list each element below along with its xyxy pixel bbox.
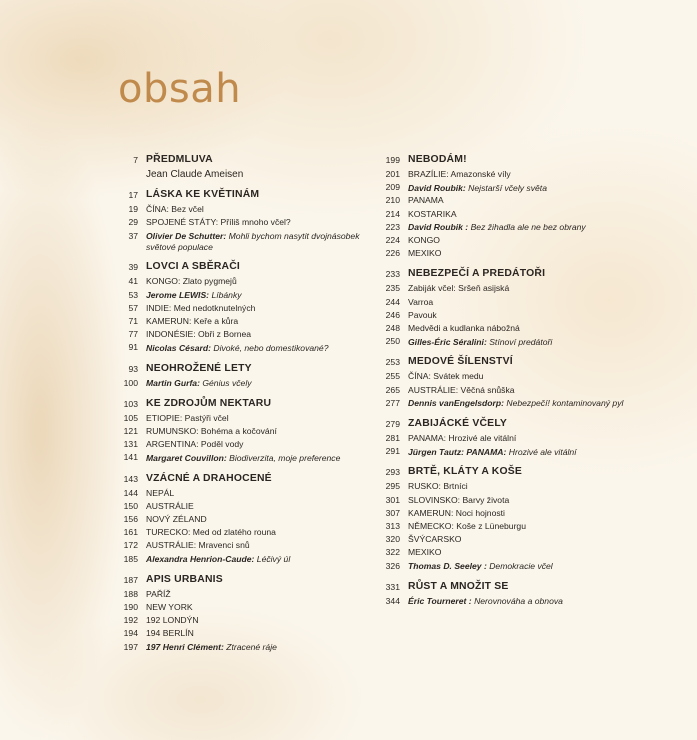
entry-title: NEW YORK (146, 601, 193, 612)
toc-essay[interactable] (370, 445, 670, 458)
chapter-title: ZABIJÁCKÉ VČELY (408, 418, 508, 430)
chapter-title: MEDOVÉ ŠÍLENSTVÍ (408, 356, 513, 368)
page-number: 291 (385, 446, 400, 457)
page-number: 7 (133, 155, 138, 165)
toc-chapter[interactable] (108, 396, 370, 412)
entry-title: ŠVÝCARSKO (408, 534, 462, 545)
entry-title: Zabiják včel: Sršeň asijská (408, 283, 510, 294)
chapter-title: PŘEDMLUVA (146, 154, 213, 165)
page-number: 172 (123, 540, 138, 551)
page-number: 248 (385, 323, 400, 334)
toc-chapter[interactable] (370, 354, 670, 370)
page-number: 71 (128, 315, 138, 326)
page-number: 197 (123, 641, 138, 652)
page-number: 17 (128, 190, 138, 201)
page-number: 41 (128, 276, 138, 287)
author-name: Alexandra Henrion-Caude: (146, 553, 255, 564)
toc-entry[interactable] (370, 282, 670, 295)
essay-title: Líbánky (211, 289, 242, 300)
toc-entry[interactable] (370, 494, 670, 507)
toc-essay[interactable] (370, 595, 670, 608)
essay-title: Biodiverzita, moje preference (229, 452, 341, 463)
toc-section (370, 266, 670, 348)
entry-title (408, 181, 547, 194)
toc-essay[interactable] (108, 377, 370, 390)
page-number: 192 (123, 615, 138, 626)
toc-section (108, 471, 370, 566)
page-number: 57 (128, 302, 138, 313)
page-number: 143 (123, 473, 138, 484)
entry-title: Medvědi a kudlanka nábožná (408, 323, 520, 334)
page-number: 279 (385, 419, 400, 430)
page-number: 224 (385, 235, 400, 246)
page-number: 244 (385, 296, 400, 307)
entry-title (408, 397, 623, 410)
entry-title: RUMUNSKO: Bohéma a kočování (146, 425, 277, 436)
toc-entry[interactable] (370, 309, 670, 322)
toc-section (370, 416, 670, 458)
page-number: 250 (385, 336, 400, 347)
entry-title: AUSTRÁLIE: Mravenci snů (146, 540, 250, 551)
essay-title: Divoké, nebo domestikované? (213, 342, 329, 353)
author-name: Jerome LEWIS: (146, 289, 210, 300)
toc-entry[interactable] (370, 322, 670, 335)
page-number: 161 (123, 527, 138, 538)
toc-chapter[interactable] (108, 572, 370, 588)
toc-chapter[interactable] (108, 259, 370, 275)
page-number: 301 (385, 494, 400, 505)
entry-title: INDONÉSIE: Obři z Bornea (146, 329, 252, 340)
page-number: 37 (128, 230, 138, 241)
entry-title: AUSTRÁLIE (146, 500, 194, 511)
page-number: 53 (128, 289, 138, 300)
chapter-title: BRTĚ, KLÁTY A KOŠE (408, 466, 523, 478)
page-number: 223 (385, 221, 400, 232)
toc-essay[interactable] (108, 451, 370, 464)
page-title: obsah (118, 66, 242, 112)
author-name: 197 Henri Clément: (146, 641, 224, 652)
essay-title: Nejstarší včely světa (468, 182, 547, 193)
toc-entry[interactable] (108, 302, 370, 315)
toc-entry[interactable] (370, 168, 670, 181)
page-number: 277 (385, 397, 400, 408)
toc-chapter[interactable] (370, 266, 670, 282)
page-number: 214 (385, 208, 400, 219)
toc-entry[interactable] (108, 216, 370, 229)
toc-entry[interactable] (108, 588, 370, 601)
page-number: 185 (123, 553, 138, 564)
page-number: 331 (385, 581, 400, 592)
toc-column-right (370, 152, 670, 614)
toc-entry[interactable] (108, 438, 370, 451)
entry-title: NOVÝ ZÉLAND (146, 513, 207, 524)
entry-title: 194 BERLÍN (146, 628, 194, 639)
toc-entry[interactable] (370, 507, 670, 520)
toc-section (108, 187, 370, 253)
toc-entry[interactable] (108, 513, 370, 526)
chapter-title: RŮST A MNOŽIT SE (408, 580, 509, 592)
page-number: 105 (123, 412, 138, 423)
entry-title (146, 230, 370, 254)
page-number: 100 (123, 377, 138, 388)
page-number: 201 (385, 169, 400, 179)
toc-section (370, 354, 670, 410)
page-number: 255 (385, 371, 400, 382)
toc-entry[interactable] (370, 208, 670, 221)
entry-title: BRAZÍLIE: Amazonské víly (408, 169, 511, 179)
page-number: 235 (385, 283, 400, 294)
toc-essay[interactable] (108, 553, 370, 566)
author-name: Dennis vanEngelsdorp: (408, 398, 504, 409)
toc-chapter[interactable] (108, 361, 370, 377)
chapter-title: APIS URBANIS (146, 573, 223, 585)
entry-title: NĚMECKO: Koše z Lüneburgu (408, 521, 526, 532)
toc-entry[interactable] (370, 432, 670, 445)
entry-title (146, 641, 277, 654)
entry-title: INDIE: Med nedotknutelných (146, 302, 256, 313)
entry-title: KAMERUN: Noci hojnosti (408, 507, 505, 518)
page-number: 77 (128, 329, 138, 340)
entry-title (408, 221, 586, 234)
entry-title: ARGENTINA: Poděl vody (146, 439, 244, 450)
author-name: Olivier De Schutter: (146, 231, 227, 241)
essay-title: Ztracené ráje (226, 641, 277, 652)
toc-entry[interactable] (108, 168, 370, 181)
page-number: 103 (123, 398, 138, 409)
essay-title: Nerovnováha a obnova (474, 596, 563, 607)
page-number: 322 (385, 547, 400, 558)
page-number: 93 (128, 363, 138, 374)
toc-essay[interactable] (370, 221, 670, 234)
entry-title (408, 560, 553, 573)
entry-title: 192 LONDÝN (146, 615, 199, 626)
toc-column-left (108, 152, 370, 660)
entry-title (408, 445, 577, 458)
toc-chapter[interactable] (108, 152, 370, 168)
author-name: Gilles-Éric Séralini: (408, 336, 487, 347)
author-name: David Roubik: (408, 182, 466, 193)
essay-title: Bez žihadla ale ne bez obrany (470, 222, 586, 233)
entry-title: KONGO: Zlato pygmejů (146, 276, 237, 287)
page-number: 121 (123, 425, 138, 436)
toc-section (370, 152, 670, 260)
toc-entry[interactable] (108, 627, 370, 640)
entry-title: KONGO (408, 235, 440, 246)
toc-chapter[interactable] (108, 187, 370, 203)
page-number: 187 (123, 574, 138, 585)
author-name: Thomas D. Seeley : (408, 561, 487, 572)
toc-entry[interactable] (108, 539, 370, 552)
toc-chapter[interactable] (370, 579, 670, 595)
entry-title: ETIOPIE: Pastýři včel (146, 412, 229, 423)
page-number: 194 (123, 628, 138, 639)
toc-entry[interactable] (108, 526, 370, 539)
page-number: 265 (385, 384, 400, 395)
entry-title: SPOJENÉ STÁTY: Příliš mnoho včel? (146, 217, 291, 228)
entry-title: KAMERUN: Keře a kůra (146, 315, 239, 326)
entry-title (408, 595, 563, 608)
page-number: 293 (385, 467, 400, 478)
toc-entry[interactable] (370, 546, 670, 559)
chapter-title: LOVCI A SBĚRAČI (146, 261, 241, 273)
toc-entry[interactable] (108, 614, 370, 627)
essay-title: Hrozivé ale vitální (508, 446, 577, 457)
toc-entry[interactable] (370, 520, 670, 533)
author-name: Margaret Couvillon: (146, 452, 227, 463)
toc-entry[interactable] (370, 234, 670, 247)
page-number: 144 (123, 487, 138, 498)
toc-entry[interactable] (108, 487, 370, 500)
entry-title: Jean Claude Ameisen (146, 169, 244, 180)
chapter-title: VZÁCNÉ A DRAHOCENÉ (146, 472, 272, 484)
toc-entry[interactable] (370, 533, 670, 546)
toc-section (108, 152, 370, 181)
toc-chapter[interactable] (370, 416, 670, 432)
page-number: 233 (385, 269, 400, 280)
entry-title (408, 335, 552, 348)
page-number: 91 (128, 342, 138, 353)
page-number: 39 (128, 262, 138, 273)
toc-essay[interactable] (108, 641, 370, 654)
entry-title: SLOVINSKO: Barvy života (408, 494, 510, 505)
entry-title (146, 341, 329, 354)
toc-essay[interactable] (370, 560, 670, 573)
chapter-title: LÁSKA KE KVĚTINÁM (146, 189, 260, 201)
toc-entry[interactable] (108, 601, 370, 614)
entry-title: KOSTARIKA (408, 208, 457, 219)
toc-essay[interactable] (108, 289, 370, 302)
entry-title (146, 289, 242, 302)
toc-entry[interactable] (108, 328, 370, 341)
entry-title: RUSKO: Brtníci (408, 481, 468, 492)
toc-essay[interactable] (370, 181, 670, 194)
toc-section (108, 396, 370, 465)
toc-entry[interactable] (370, 296, 670, 309)
essay-title: Génius včely (202, 377, 252, 388)
entry-title: PANAMA (408, 195, 444, 206)
toc-section (370, 579, 670, 608)
chapter-title: NEBODÁM! (408, 154, 467, 165)
entry-title: PANAMA: Hrozivé ale vitální (408, 433, 517, 444)
toc-chapter[interactable] (370, 464, 670, 480)
toc-section (108, 572, 370, 654)
toc-essay[interactable] (108, 230, 370, 254)
entry-title (146, 451, 340, 464)
toc-entry[interactable] (108, 412, 370, 425)
entry-title (146, 377, 252, 390)
author-name: Nicolas Césard: (146, 342, 211, 353)
author-name: Martin Gurfa: (146, 377, 200, 388)
page-number: 150 (123, 500, 138, 511)
entry-title: AUSTRÁLIE: Věčná snůška (408, 384, 515, 395)
entry-title: MEXIKO (408, 248, 442, 259)
toc-entry[interactable] (108, 275, 370, 288)
page-number: 131 (123, 439, 138, 450)
toc-essay[interactable] (370, 397, 670, 410)
page-number: 281 (385, 433, 400, 444)
chapter-title: NEBEZPEČÍ A PREDÁTOŘI (408, 268, 546, 280)
toc-entry[interactable] (108, 500, 370, 513)
entry-title: ČÍNA: Svátek medu (408, 371, 484, 382)
page-number: 156 (123, 513, 138, 524)
toc-entry[interactable] (370, 247, 670, 260)
toc-entry[interactable] (108, 425, 370, 438)
entry-title: PAŘÍŽ (146, 588, 171, 599)
page-number: 253 (385, 357, 400, 368)
toc-entry[interactable] (370, 370, 670, 383)
essay-title: Nebezpečí! kontaminovaný pyl (506, 398, 624, 409)
entry-title: Pavouk (408, 309, 437, 320)
page-number: 199 (385, 155, 400, 165)
toc-chapter[interactable] (370, 152, 670, 168)
toc-section (370, 464, 670, 572)
author-name: David Roubik : (408, 222, 469, 233)
entry-title: TURECKO: Med od zlatého rouna (146, 527, 276, 538)
page-number: 209 (385, 182, 400, 193)
chapter-title: KE ZDROJŮM NEKTARU (146, 397, 272, 409)
entry-title (146, 553, 290, 566)
essay-title: Demokracie včel (489, 561, 553, 572)
toc-essay[interactable] (370, 335, 670, 348)
essay-title: Mohli bychom nasytit dvojnásobek světové populace (146, 231, 360, 252)
page-number: 326 (385, 560, 400, 571)
essay-title: Stínoví predátoři (489, 336, 553, 347)
entry-title: MEXIKO (408, 547, 442, 558)
toc-section (108, 259, 370, 354)
page-number: 307 (385, 507, 400, 518)
page-number: 29 (128, 217, 138, 228)
page-number: 320 (385, 534, 400, 545)
toc-entry[interactable] (108, 315, 370, 328)
toc-entry[interactable] (370, 194, 670, 207)
page-number: 190 (123, 601, 138, 612)
page-number: 226 (385, 248, 400, 259)
page-number: 188 (123, 588, 138, 599)
essay-title: Léčivý úl (256, 553, 291, 564)
toc-entry[interactable] (370, 384, 670, 397)
page-number: 141 (123, 452, 138, 463)
chapter-title: NEOHROŽENÉ LETY (146, 362, 252, 374)
toc-essay[interactable] (108, 341, 370, 354)
toc-entry[interactable] (370, 480, 670, 493)
page-number: 313 (385, 521, 400, 532)
page-number: 19 (128, 204, 138, 215)
author-name: Éric Tourneret : (408, 596, 472, 607)
page-number: 295 (385, 481, 400, 492)
entry-title: ČÍNA: Bez včel (146, 204, 204, 215)
toc-section (108, 361, 370, 390)
toc-chapter[interactable] (108, 471, 370, 487)
page-number: 210 (385, 195, 400, 206)
page-number: 246 (385, 309, 400, 320)
toc-entry[interactable] (108, 203, 370, 216)
author-name: Jürgen Tautz: PANAMA: (408, 446, 507, 457)
page-number: 344 (385, 595, 400, 606)
entry-title: NEPÁL (146, 487, 175, 498)
entry-title: Varroa (408, 296, 434, 307)
